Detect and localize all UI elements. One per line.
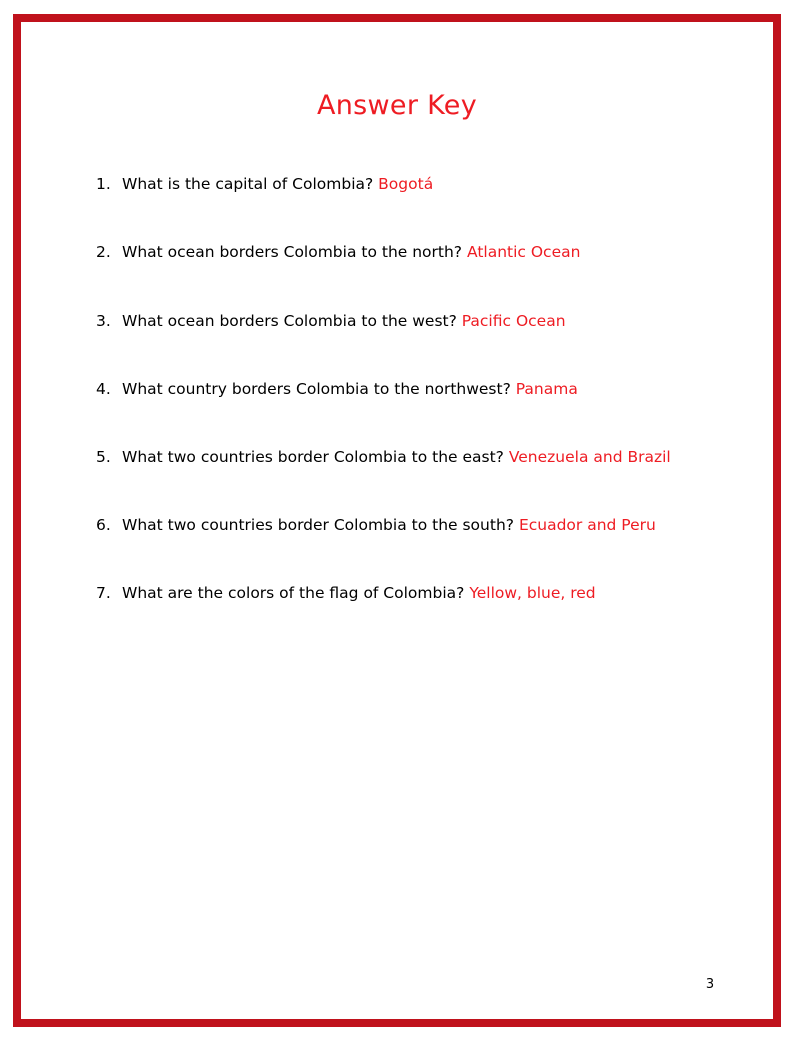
- question-number: 6.: [96, 516, 111, 534]
- question-text: What ocean borders Colombia to the north?: [122, 243, 463, 261]
- answer-text: Yellow, blue, red: [469, 584, 596, 602]
- question-item: [96, 379, 736, 399]
- question-number: 5.: [96, 448, 111, 466]
- answer-text: Atlantic Ocean: [466, 243, 581, 261]
- question-text: What are the colors of the flag of Colombia?: [122, 584, 465, 602]
- question-text: What two countries border Colombia to the east?: [122, 448, 504, 466]
- question-number: 1.: [96, 175, 111, 193]
- question-text: What is the capital of Colombia?: [122, 175, 374, 193]
- page-title: Answer Key: [317, 90, 477, 121]
- question-item: [96, 447, 736, 467]
- question-item: [96, 515, 736, 535]
- question-text: What two countries border Colombia to the south?: [122, 516, 514, 534]
- question-number: 4.: [96, 380, 111, 398]
- question-item: [96, 583, 736, 603]
- question-number: 3.: [96, 312, 111, 330]
- answer-text: Ecuador and Peru: [518, 516, 656, 534]
- page-number: 3: [705, 977, 715, 992]
- question-text: What ocean borders Colombia to the west?: [122, 312, 457, 330]
- question-item: [96, 242, 736, 262]
- answer-text: Bogotá: [378, 175, 434, 193]
- question-item: [96, 174, 736, 194]
- question-text: What country borders Colombia to the northwest?: [122, 380, 511, 398]
- question-number: 2.: [96, 243, 111, 261]
- answer-text: Panama: [515, 380, 578, 398]
- answer-text: Pacific Ocean: [461, 312, 566, 330]
- answer-text: Venezuela and Brazil: [508, 448, 671, 466]
- question-item: [96, 311, 736, 331]
- question-number: 7.: [96, 584, 111, 602]
